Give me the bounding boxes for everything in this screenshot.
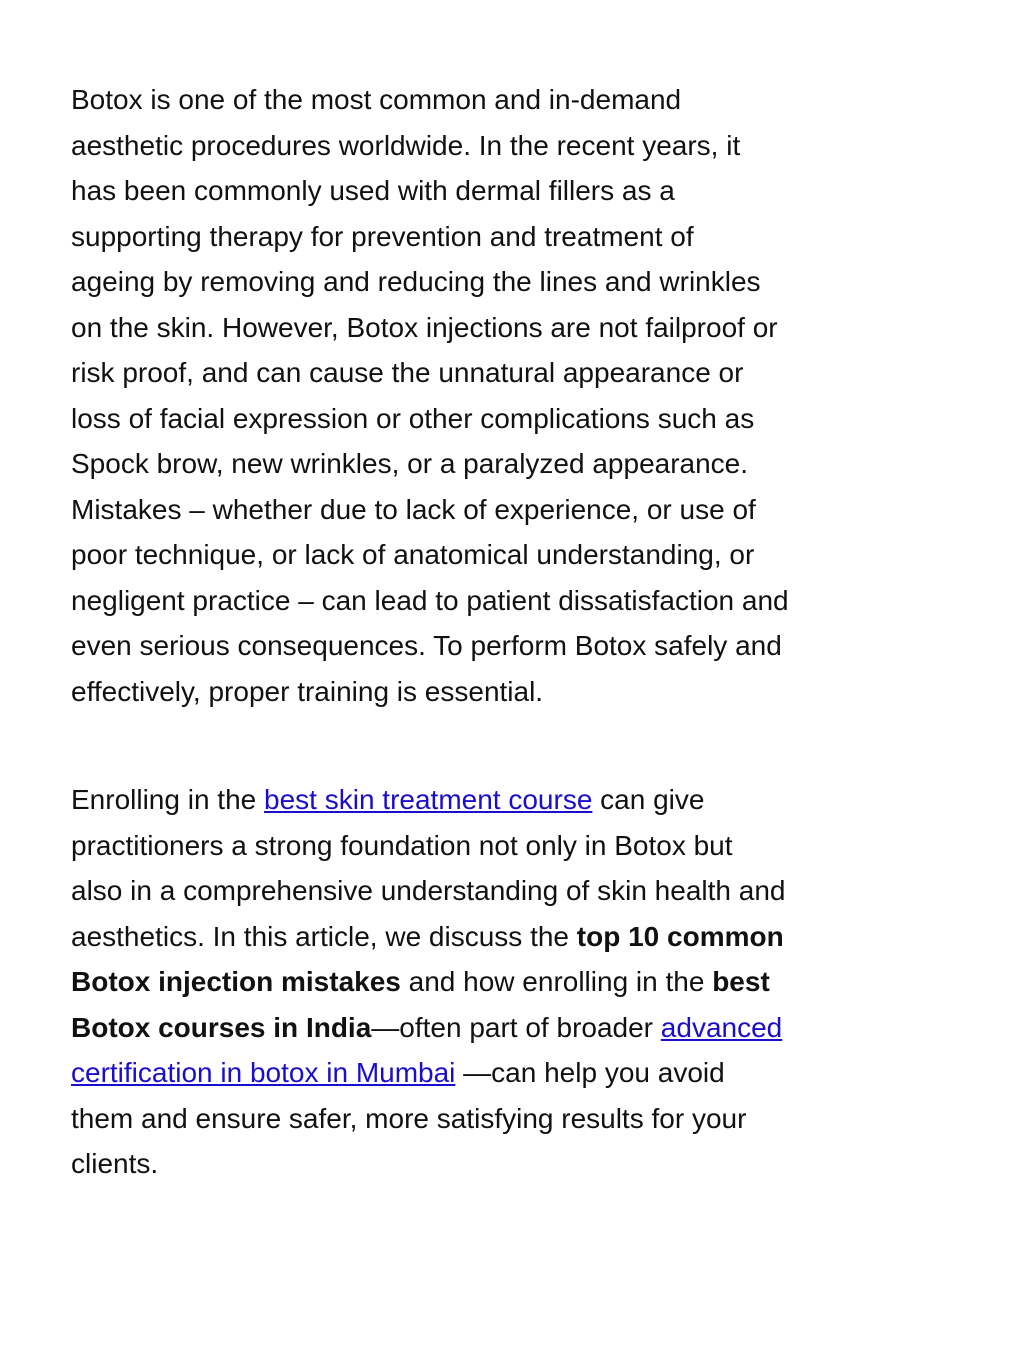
text-segment: Enrolling in the (71, 784, 265, 815)
bold-phrase: best (712, 966, 770, 997)
paragraph-line (71, 777, 971, 823)
paragraph-line: Mistakes – whether due to lack of experience, or use of (71, 493, 756, 525)
paragraph-line: practitioners a strong foundation not only in Botox but (71, 829, 733, 861)
best-skin-treatment-course-link[interactable]: best skin treatment course (264, 784, 593, 815)
paragraph-line: risk proof, and can cause the unnatural appearance or (71, 357, 744, 388)
advanced-certification-link[interactable]: certification in botox in Mumbai (71, 1057, 456, 1088)
paragraph-line: on the skin. However, Botox injections are not failproof or (71, 311, 778, 343)
paragraph-line: loss of facial expression or other complications such as (71, 402, 755, 434)
text-segment: can give (592, 784, 705, 815)
enrolling-paragraph (71, 777, 971, 1187)
paragraph-line: also in a comprehensive understanding of skin health and (71, 875, 786, 906)
paragraph-line: clients. (71, 1148, 159, 1179)
advanced-certification-link[interactable]: advanced (660, 1011, 783, 1043)
paragraph-line: has been commonly used with dermal fillers as a (71, 175, 675, 206)
text-segment: —can help you avoid (455, 1057, 725, 1088)
paragraph-line: even serious consequences. To perform Botox safely and (71, 630, 782, 661)
bold-phrase: top 10 common (576, 920, 784, 952)
text-segment: aesthetics. In this article, we discuss the (71, 920, 577, 952)
document-page (71, 77, 971, 1187)
paragraph-line (71, 959, 971, 1005)
text-segment: —often part of broader (371, 1011, 661, 1043)
paragraph-line (71, 1005, 971, 1051)
paragraph-line (71, 914, 971, 960)
paragraph-line: ageing by removing and reducing the lines and wrinkles (71, 266, 761, 297)
paragraph-line (71, 1050, 971, 1096)
bold-phrase: Botox injection mistakes (71, 966, 401, 997)
paragraph-line: poor technique, or lack of anatomical understanding, or (71, 539, 755, 570)
paragraph-line: supporting therapy for prevention and treatment of (71, 220, 694, 252)
intro-paragraph (71, 77, 971, 714)
bold-phrase: Botox courses in India (71, 1011, 372, 1043)
paragraph-line: Spock brow, new wrinkles, or a paralyzed appearance. (71, 448, 749, 479)
text-segment: and how enrolling in the (400, 966, 713, 997)
paragraph-line: effectively, proper training is essential. (71, 675, 544, 707)
paragraph-line: aesthetic procedures worldwide. In the recent years, it (71, 129, 741, 161)
paragraph-line: them and ensure safer, more satisfying results for your (71, 1102, 747, 1134)
paragraph-line: negligent practice – can lead to patient dissatisfaction and (71, 584, 789, 616)
paragraph-line: Botox is one of the most common and in-demand (71, 84, 682, 115)
